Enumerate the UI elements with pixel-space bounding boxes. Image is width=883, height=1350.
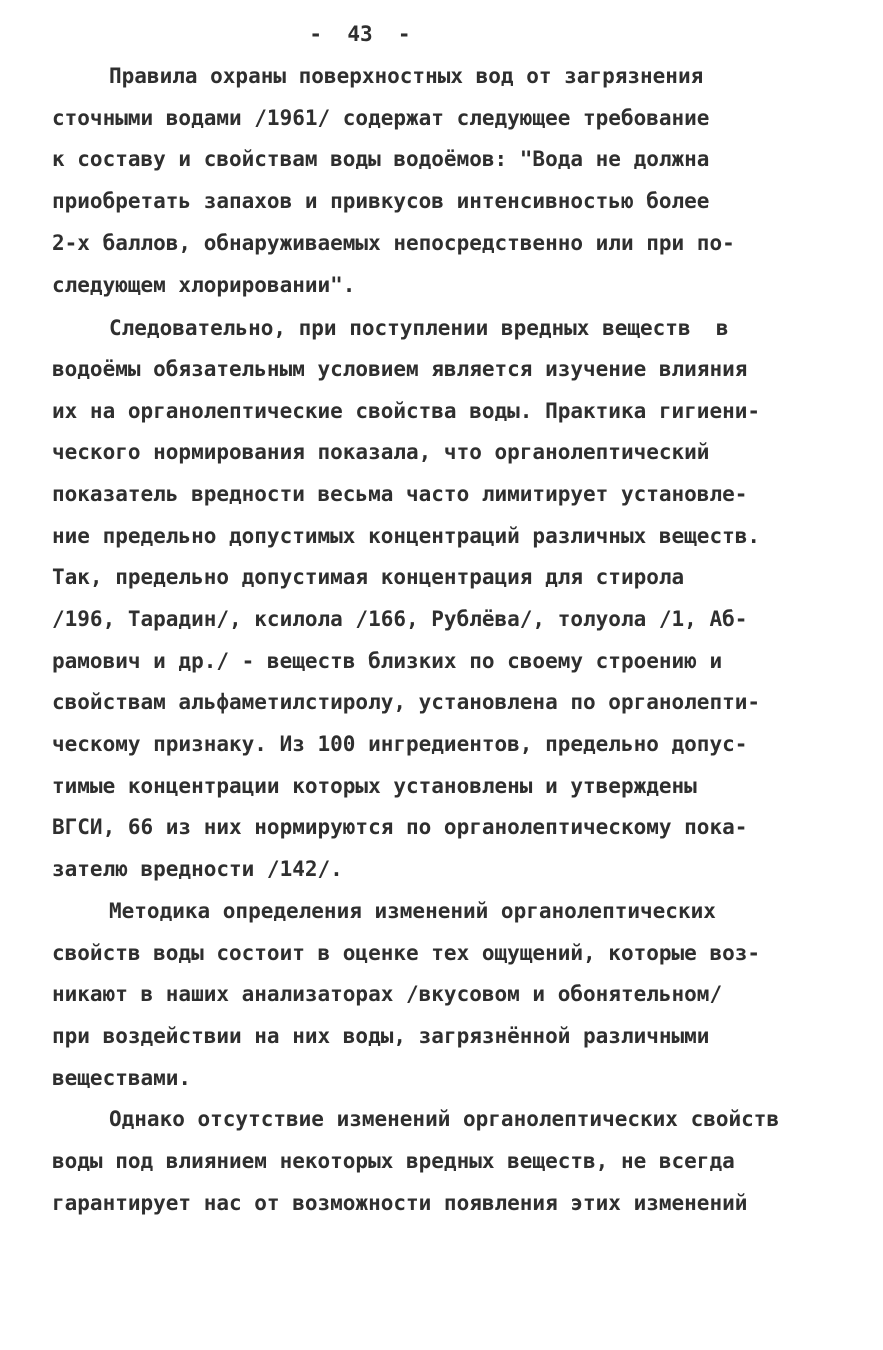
text-line: Так, предельно допустимая концентрация для стирола [52, 565, 685, 589]
text-line: рамович и др./ - веществ близких по своему строению и [52, 649, 723, 673]
text-line: Однако отсутствие изменений органолептических свойств [109, 1107, 780, 1131]
text-line: при воздействии на них воды, загрязнённой различными [52, 1024, 710, 1048]
text-line: свойствам альфаметилстиролу, установлена по органолепти- [52, 690, 761, 714]
text-line: ВГСИ, 66 из них нормируются по органолептическому пока- [52, 815, 748, 839]
text-line: /196, Тарадин/, ксилола /166, Рублёва/, толуола /1, Аб- [52, 607, 748, 631]
text-line: ческому признаку. Из 100 ингредиентов, предельно допус- [52, 732, 748, 756]
text-line: ние предельно допустимых концентраций различных веществ. [52, 524, 761, 548]
text-line: Правила охраны поверхностных вод от загрязнения [109, 64, 704, 88]
page-number: - 43 - [309, 22, 411, 46]
text-line: никают в наших анализаторах /вкусовом и обонятельном/ [52, 982, 723, 1006]
text-line: Следовательно, при поступлении вредных веществ в [109, 316, 729, 340]
text-line: следующем хлорировании". [52, 273, 356, 297]
text-line: ческого нормирования показала, что органолептический [52, 440, 710, 464]
text-line: воды под влиянием некоторых вредных веществ, не всегда [52, 1149, 735, 1173]
text-line: их на органолептические свойства воды. Практика гигиени- [52, 399, 761, 423]
text-line: веществами. [52, 1066, 192, 1090]
text-line: сточными водами /1961/ содержат следующее требование [52, 106, 710, 130]
text-line: Методика определения изменений органолептических [109, 899, 716, 923]
text-line: гарантирует нас от возможности появления этих изменений [52, 1191, 748, 1215]
text-line: зателю вредности /142/. [52, 857, 343, 881]
text-line: 2-х баллов, обнаруживаемых непосредственно или при по- [52, 231, 735, 255]
text-line: к составу и свойствам воды водоёмов: "Вода не должна [52, 147, 710, 171]
text-line: показатель вредности весьма часто лимитирует установле- [52, 482, 748, 506]
text-line: тимые концентрации которых установлены и утверждены [52, 774, 697, 798]
text-line: приобретать запахов и привкусов интенсивностью более [52, 189, 710, 213]
text-line: свойств воды состоит в оценке тех ощущений, которые воз- [52, 941, 761, 965]
text-line: водоёмы обязательным условием является изучение влияния [52, 357, 748, 381]
